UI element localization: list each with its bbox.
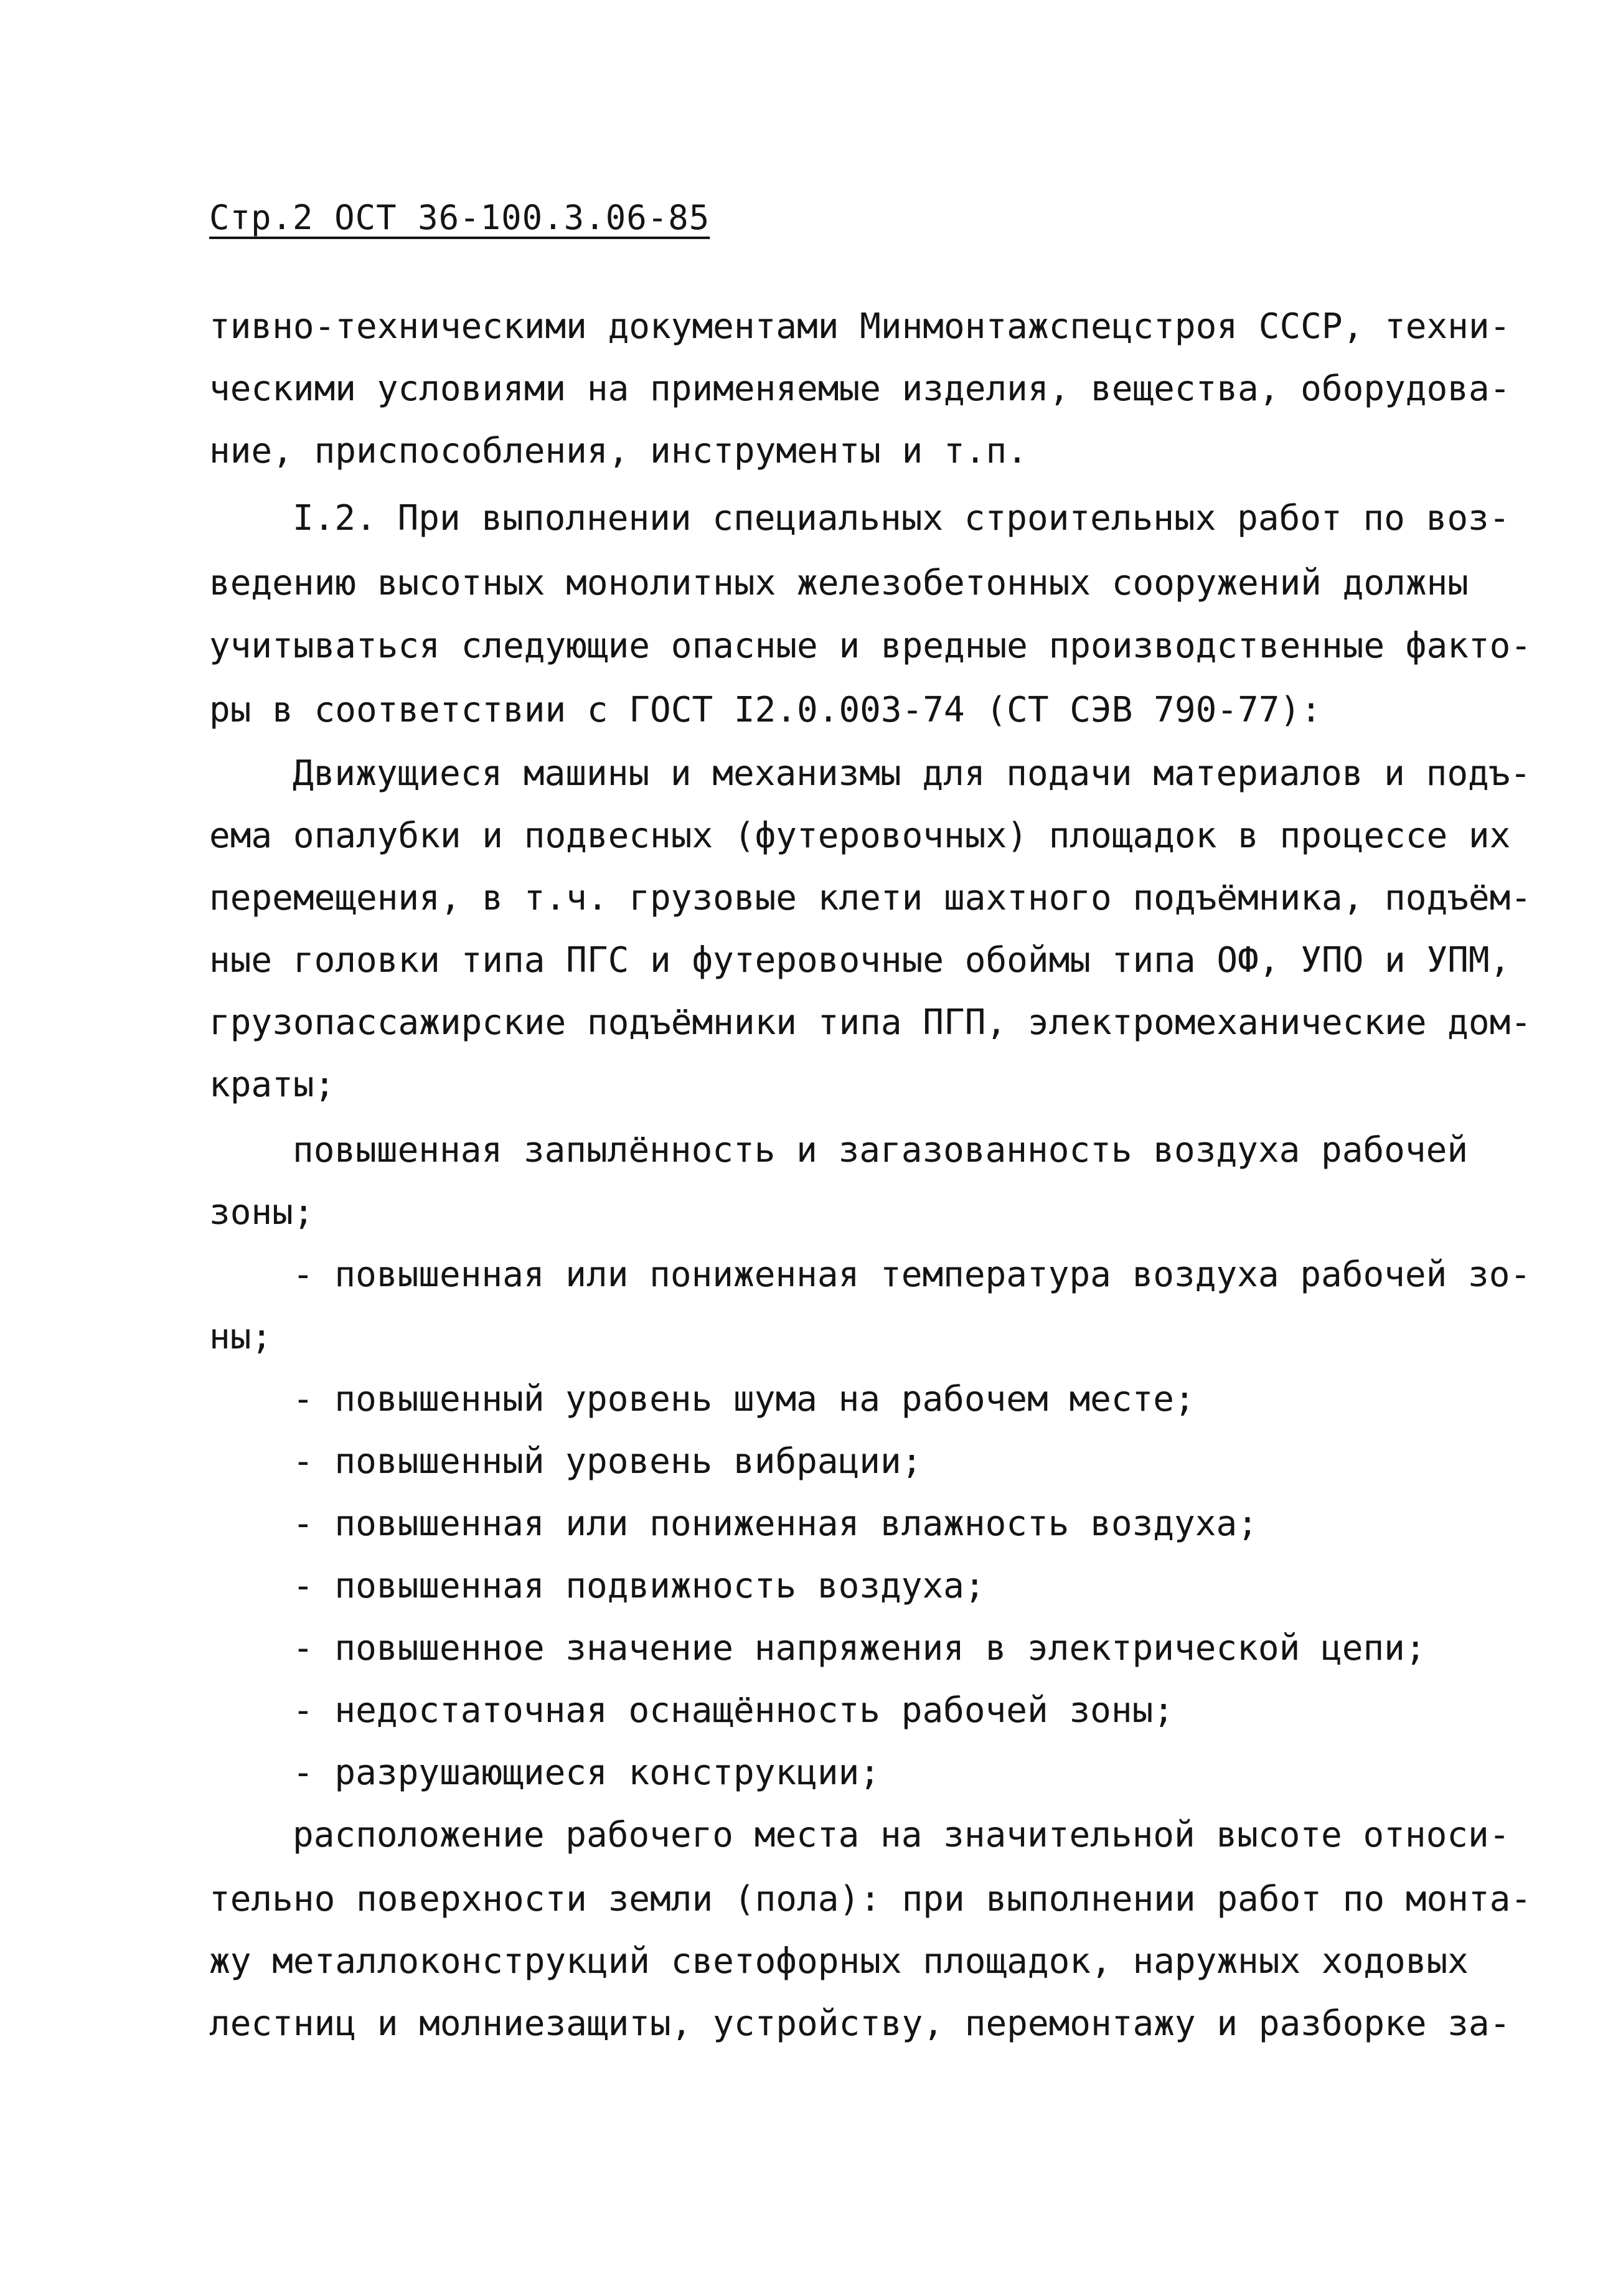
text-line: ры в соответствии с ГОСТ I2.0.003-74 (СТ СЭВ 790-77): [209, 690, 1322, 730]
list-item: - повышенная или пониженная влажность воздуха; [293, 1503, 1258, 1544]
text-line: ны; [209, 1317, 273, 1357]
text-line: ческими условиями на применяемые изделия, вещества, оборудова- [209, 369, 1511, 409]
text-line: расположение рабочего места на значительной высоте относи- [293, 1815, 1510, 1855]
list-item: - разрушающиеся конструкции; [293, 1753, 881, 1793]
list-item: - повышенный уровень шума на рабочем месте; [293, 1379, 1195, 1419]
text-line: учитываться следующие опасные и вредные производственные факто- [209, 626, 1532, 666]
page-header: Стр.2 ОСТ 36-100.3.06-85 [209, 198, 710, 237]
text-line: ние, приспособления, инструменты и т.п. [209, 431, 1028, 471]
list-item: - повышенный уровень вибрации; [293, 1441, 923, 1482]
text-line: лестниц и молниезащиты, устройству, перемонтажу и разборке за- [209, 2003, 1511, 2044]
text-line: жу металлоконструкций светофорных площадок, наружных ходовых [209, 1941, 1469, 1982]
text-line: повышенная запылённость и загазованность воздуха рабочей [293, 1130, 1469, 1170]
text-line: грузопассажирские подъёмники типа ПГП, электромеханические дом- [209, 1002, 1532, 1043]
text-line: ема опалубки и подвесных (футеровочных) площадок в процессе их [209, 816, 1511, 856]
text-line: ведению высотных монолитных железобетонных сооружений должны [209, 563, 1469, 603]
text-line: краты; [209, 1065, 336, 1105]
text-line: I.2. При выполнении специальных строительных работ по воз- [293, 498, 1510, 539]
list-item: - недостаточная оснащённость рабочей зоны; [293, 1690, 1175, 1731]
list-item: - повышенная подвижность воздуха; [293, 1566, 985, 1606]
text-line: тельно поверхности земли (пола): при выполнении работ по монта- [209, 1879, 1532, 1919]
text-line: ные головки типа ПГС и футеровочные обоймы типа ОФ, УПО и УПМ, [209, 940, 1511, 981]
text-line: зоны; [209, 1192, 314, 1233]
text-line: перемещения, в т.ч. грузовые клети шахтного подъёмника, подъём- [209, 878, 1532, 918]
text-line: Движущиеся машины и механизмы для подачи материалов и подъ- [293, 753, 1531, 794]
list-item: - повышенная или пониженная температура воздуха рабочей зо- [293, 1254, 1531, 1295]
text-line: тивно-техническими документами Минмонтажспецстроя СССР, техни- [209, 306, 1511, 347]
list-item: - повышенное значение напряжения в электрической цепи; [293, 1628, 1426, 1668]
